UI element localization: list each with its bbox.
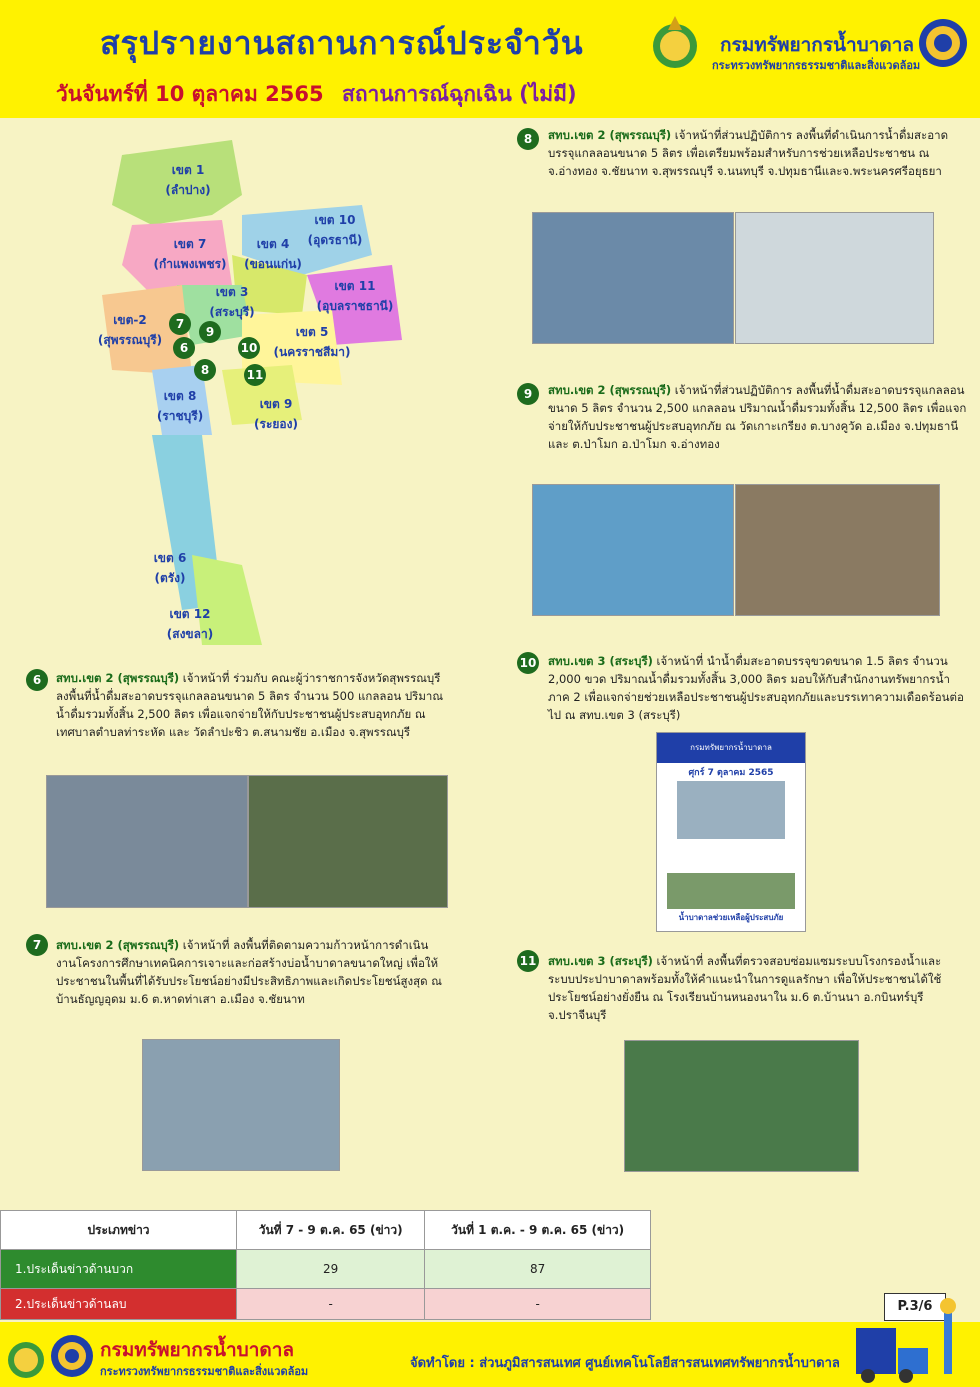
- news-item: สทบ.เขต 2 (สุพรรณบุรี) เจ้าหน้าที่ส่วนปฏิบัติการ ลงพื้นที่ดำเนินการน้ำดื่มสะอาดบรรจุแกลลอนขนาด 5 ลิตร เพื่อเตรียมพร้อมสำหรับการช่วยเหลือประชาชน ณ จ.อ่างทอง จ.ชัยนาท จ.สุพรรณบุรี จ.นนทบุรี จ.ปทุมธานีและจ.พระนครศรีอยุธยา: [548, 128, 949, 178]
- item-number-badge: 10: [517, 652, 539, 674]
- dgr-logo-icon: [50, 1334, 94, 1378]
- footer-org-name: กรมทรัพยากรน้ำบาดาล: [100, 1339, 295, 1361]
- news-item: สทบ.เขต 2 (สุพรรณบุรี) เจ้าหน้าที่ ร่วมกับ คณะผู้ว่าราชการจังหวัดสุพรรณบุรี ลงพื้นที่น้ำดื่มสะอาดบรรจุแกลลอนขนาด 5 ลิตร จำนวน 500 แกลลอน ปริมาณน้ำดื่มรวมทั้งสิ้น 2,500 ลิตร เพื่อแจกจ่ายให้กับประชาชนผู้ประสบอุทกภัย ณ เทศบาลตำบลท่าระหัด และ วัดลำปะชิว ต.สนามชัย อ.เมือง จ.สุพรรณบุรี: [56, 671, 444, 739]
- news-photo: [142, 1039, 340, 1171]
- org-name: กรมทรัพยากรน้ำบาดาล: [720, 34, 915, 56]
- page-number: P.3/6: [884, 1293, 946, 1321]
- map-marker: 6: [173, 337, 195, 359]
- org-subtitle: กระทรวงทรัพยากรธรรมชาติและสิ่งแวดล้อม: [712, 59, 921, 72]
- map-marker: 9: [199, 321, 221, 343]
- table-cell: 29: [237, 1250, 425, 1289]
- dgr-logo-icon: [918, 18, 968, 68]
- item-number-badge: 8: [517, 128, 539, 150]
- zone-label: เขต 7 (กำแพงเพชร): [153, 237, 227, 271]
- news-photo: [532, 212, 734, 344]
- page-title: สรุปรายงานสถานการณ์ประจำวัน: [100, 24, 584, 62]
- zone-label: เขต 10 (อุดรธานี): [307, 213, 363, 247]
- report-date: วันจันทร์ที่ 10 ตุลาคม 2565: [56, 82, 324, 106]
- zone-label: เขต 4 (ขอนแก่น): [244, 237, 302, 271]
- news-summary-table: [0, 1210, 651, 1320]
- poster-caption: น้ำบาดาลช่วยเหลือผู้ประสบภัย: [678, 913, 784, 922]
- news-photo: [248, 775, 448, 908]
- item-number-badge: 11: [517, 950, 539, 972]
- footer-org-subtitle: กระทรวงทรัพยากรธรรมชาติและสิ่งแวดล้อม: [100, 1365, 309, 1378]
- zone-label: เขต 5 (นครราชสีมา): [273, 325, 351, 359]
- zone-label: เขต 8 (ราชบุรี): [156, 389, 204, 423]
- poster-date: ศุกร์ 7 ตุลาคม 2565: [688, 768, 774, 778]
- table-header: วันที่ 7 - 9 ต.ค. 65 (ข่าว): [237, 1211, 425, 1250]
- news-item: สทบ.เขต 2 (สุพรรณบุรี) เจ้าหน้าที่ส่วนปฏิบัติการ ลงพื้นที่น้ำดื่มสะอาดบรรจุแกลลอนขนาด 5 ลิตร จำนวน 2,500 แกลลอน ปริมาณน้ำดื่มรวมทั้งสิ้น 12,500 ลิตร เพื่อแจกจ่ายให้กับประชาชนผู้ประสบอุทกภัย ณ วัดเกาะเกรียง ต.บางคูวัด อ.เมือง จ.ปทุมธานี และ ต.ป่าโมก อ.ป่าโมก จ.อ่างทอง: [548, 383, 967, 451]
- zone-label: เขต 1 (ลำปาง): [165, 163, 211, 197]
- poster-header: กรมทรัพยากรน้ำบาดาล: [657, 733, 805, 763]
- table-cell: 2.ประเด็นข่าวด้านลบ: [1, 1289, 237, 1320]
- ministry-seal-icon: [6, 1332, 46, 1380]
- footer-credit: จัดทำโดย : ส่วนภูมิสารสนเทศ ศูนย์เทคโนโลยีสารสนเทศทรัพยากรน้ำบาดาล: [410, 1356, 840, 1371]
- zone-label: เขต 6 (ตรัง): [153, 551, 187, 585]
- item-number-badge: 9: [517, 383, 539, 405]
- table-header: วันที่ 1 ต.ค. - 9 ต.ค. 65 (ข่าว): [425, 1211, 651, 1250]
- item-number-badge: 6: [26, 669, 48, 691]
- poster-photo: [667, 873, 795, 909]
- map-marker: 7: [169, 313, 191, 335]
- emergency-status: สถานการณ์ฉุกเฉิน (ไม่มี): [342, 82, 577, 106]
- news-photo: [735, 212, 934, 344]
- table-cell: 87: [425, 1250, 651, 1289]
- table-row: [1, 1289, 651, 1320]
- news-photo: [46, 775, 248, 908]
- poster-photo: [677, 781, 785, 839]
- zone-label: เขต 9 (ระยอง): [254, 397, 298, 431]
- map-marker: 11: [244, 364, 266, 386]
- item-number-badge: 7: [26, 934, 48, 956]
- ministry-seal-icon: [650, 14, 700, 70]
- table-cell: -: [425, 1289, 651, 1320]
- table-header: ประเภทข่าว: [1, 1211, 237, 1250]
- table-cell: -: [237, 1289, 425, 1320]
- map-marker: 10: [238, 337, 260, 359]
- news-photo: [735, 484, 940, 616]
- zone-label: เขต 12 (สงขลา): [166, 607, 214, 641]
- table-cell: 1.ประเด็นข่าวด้านบวก: [1, 1250, 237, 1289]
- zone-label: เขต 11 (อุบลราชธานี): [316, 279, 394, 313]
- zone-label: เขต 3 (สระบุรี): [209, 285, 255, 319]
- news-item: สทบ.เขต 3 (สระบุรี) เจ้าหน้าที่ นำน้ำดื่มสะอาดบรรจุขวดขนาด 1.5 ลิตร จำนวน 2,000 ขวด ปริมาณน้ำดื่มรวมทั้งสิ้น 3,000 ลิตร มอบให้กับสำนักงานทรัพยากรน้ำภาค 2 เพื่อแจกจ่ายช่วยเหลือประชาชนผู้ประสบอุทกภัยและบรรเทาความเดือดร้อนต่อไป ณ สทบ.เขต 3 (สระบุรี): [548, 654, 964, 722]
- news-item: สทบ.เขต 2 (สุพรรณบุรี) เจ้าหน้าที่ ลงพื้นที่ติดตามความก้าวหน้าการดำเนินงานโครงการศึกษาเทคนิคการเจาะและก่อสร้างบ่อน้ำบาดาลขนาดใหญ่ เพื่อให้ประชาชนในพื้นที่ได้รับประโยชน์อย่างมีประสิทธิภาพและเกิดประโยชน์สูงสุด ณ บ้านธัญญอุดม ม.6 ต.หาดท่าเสา อ.เมือง จ.ชัยนาท: [56, 938, 442, 1006]
- zone-label: เขต-2 (สุพรรณบุรี): [97, 313, 163, 347]
- drilling-rig-icon: [846, 1298, 976, 1384]
- table-row: [1, 1250, 651, 1289]
- news-item: สทบ.เขต 3 (สระบุรี) เจ้าหน้าที่ ลงพื้นที่ตรวจสอบซ่อมแซมระบบโรงกรองน้ำและระบบประปาบาดาลพร้อมทั้งให้คำแนะนำในการดูแลรักษา เพื่อให้ประชาชนได้ใช้ประโยชน์อย่างยั่งยืน ณ โรงเรียนบ้านหนองนาใน ม.6 ต.บ้านนา อ.กบินทร์บุรี จ.ปราจีนบุรี: [548, 954, 942, 1022]
- news-poster: [656, 732, 806, 932]
- news-photo: [624, 1040, 859, 1172]
- map-marker: 8: [194, 359, 216, 381]
- news-photo: [532, 484, 734, 616]
